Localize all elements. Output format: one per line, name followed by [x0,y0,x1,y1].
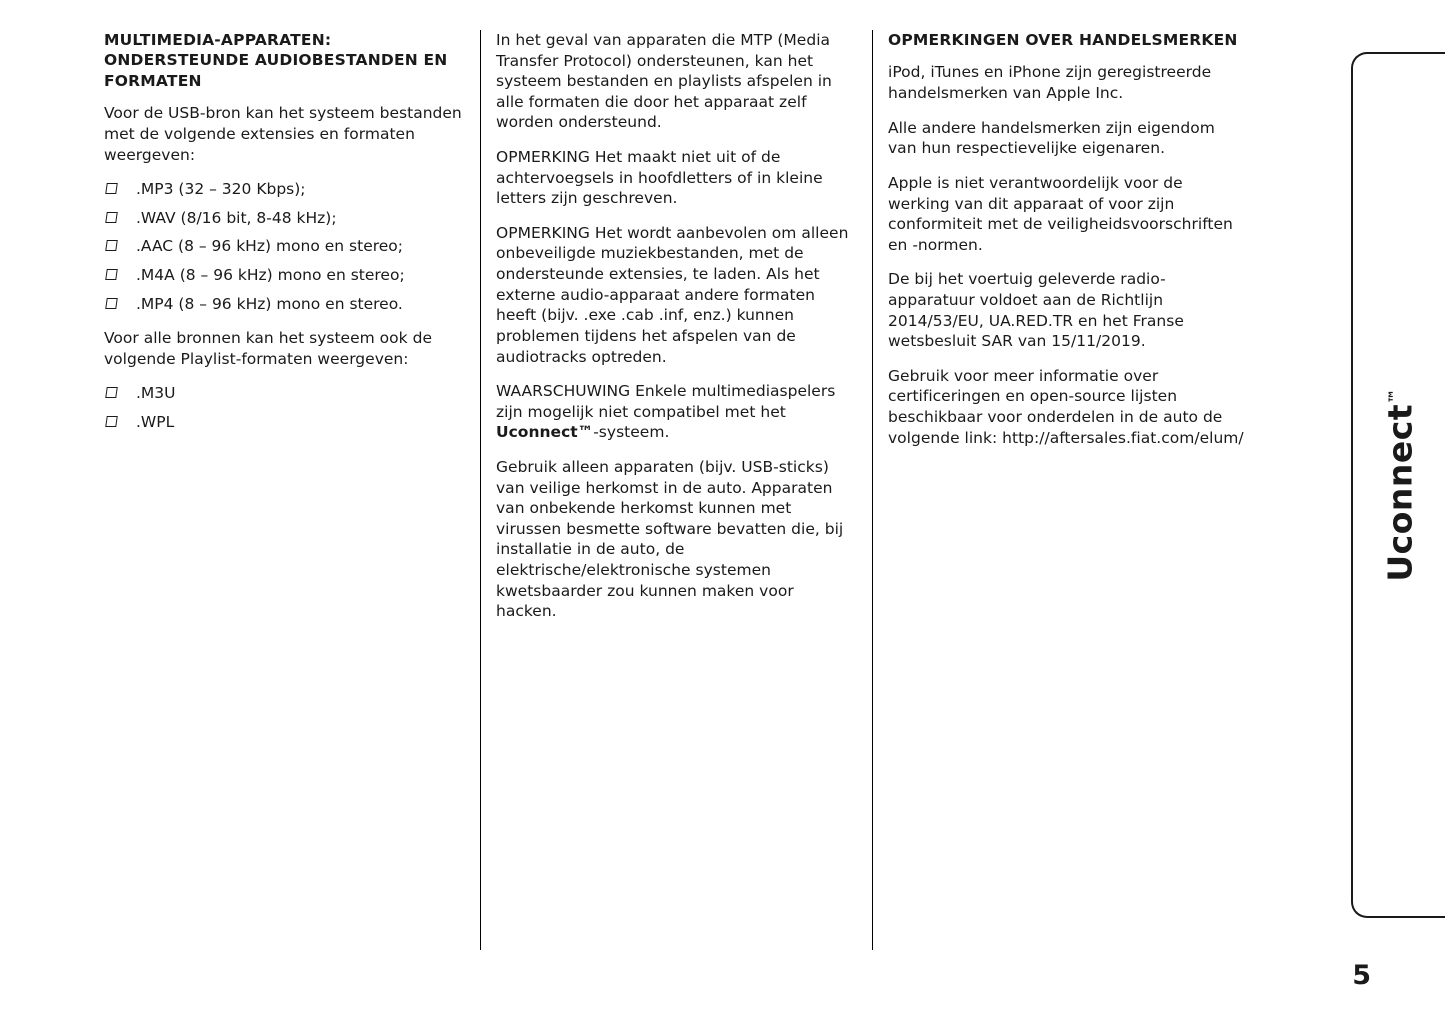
side-tab-text: Uconnect [1380,403,1420,582]
trademark-others-paragraph: Alle andere handelsmerken zijn eigendom van hun respectievelijke eigenaren. [888,118,1215,158]
square-bullet-icon [105,212,118,223]
right-section-heading: OPMERKINGEN OVER HANDELSMERKEN [888,31,1238,49]
playlist-intro-paragraph: Voor alle bronnen kan het systeem ook de volgende Playlist-formaten weergeven: [104,329,432,368]
text-columns [104,30,1289,950]
side-tab-uconnect [1351,52,1445,918]
column-separator-1 [464,30,496,950]
column-separator-2 [856,30,888,950]
list-item [104,294,464,315]
list-item [104,412,464,433]
warning-suffix: -systeem. [593,423,670,442]
list-item-label: .WAV (8/16 bit, 8-48 kHz); [136,208,337,227]
square-bullet-icon [105,387,118,398]
left-section-heading: MULTIMEDIA-APPARATEN: ONDERSTEUNDE AUDIOBESTANDEN EN FORMATEN [104,31,448,90]
safe-devices-paragraph: Gebruik alleen apparaten (bijv. USB-sticks) van veilige herkomst in de auto. Apparaten van onbekende herkomst kunnen met virussen besmette software bevatten die, bij installatie in de auto, de elektrische/elektronische systemen kwetsbaarder zou kunnen maken voor hacken. [496,457,844,621]
list-item [104,208,464,229]
list-item-label: .M3U [136,384,176,403]
list-item [104,383,464,404]
square-bullet-icon [105,269,118,280]
list-item-label: .M4A (8 – 96 kHz) mono en stereo; [136,266,405,285]
list-item [104,236,464,257]
trademark-icon: ™ [1385,388,1404,404]
column-left [104,30,464,950]
list-item-label: .MP3 (32 – 320 Kbps); [136,180,306,199]
mtp-paragraph: In het geval van apparaten die MTP (Media Transfer Protocol) ondersteunen, kan het systeem bestanden en playlists afspelen in alle formaten die door het apparaat zelf worden ondersteund. [496,31,832,132]
list-item-label: .WPL [136,413,175,432]
list-item-label: .AAC (8 – 96 kHz) mono en stereo; [136,237,404,256]
column-middle [496,30,856,950]
page-number: 5 [1352,960,1371,991]
warning-prefix: WAARSCHUWING Enkele multimediaspelers zijn mogelijk niet compatibel met het [496,382,836,421]
vertical-rule [480,30,481,950]
warning-paragraph [496,381,856,443]
left-intro-paragraph: Voor de USB-bron kan het systeem bestanden met de volgende extensies en formaten weergeven: [104,104,462,164]
list-item [104,265,464,286]
note-case-paragraph: OPMERKING Het maakt niet uit of de achtervoegsels in hoofdletters of in kleine letters zijn geschreven. [496,148,823,208]
warning-brand: Uconnect™ [496,423,594,442]
square-bullet-icon [105,298,118,309]
apple-liability-paragraph: Apple is niet verantwoordelijk voor de werking van dit apparaat of voor zijn conformiteit met de veiligheidsvoorschriften en -normen. [888,173,1233,254]
side-tab-label [1381,388,1420,581]
radio-compliance-paragraph: De bij het voertuig geleverde radio-apparatuur voldoet aan de Richtlijn 2014/53/EU, UA.RED.TR en het Franse wetsbesluit SAR van 15/11/2019. [888,270,1184,351]
audio-format-list [104,179,464,314]
square-bullet-icon [105,240,118,251]
vertical-rule [872,30,873,950]
square-bullet-icon [105,183,118,194]
square-bullet-icon [105,416,118,427]
trademark-apple-paragraph: iPod, iTunes en iPhone zijn geregistreerde handelsmerken van Apple Inc. [888,63,1212,103]
column-right [888,30,1248,950]
list-item-label: .MP4 (8 – 96 kHz) mono en stereo. [136,294,403,313]
playlist-format-list [104,383,464,432]
list-item [104,179,464,200]
note-unprotected-files-paragraph: OPMERKING Het wordt aanbevolen om alleen onbeveiligde muziekbestanden, met de ondersteunde extensies, te laden. Als het externe audio-apparaat andere formaten heeft (bijv. .exe .cab .inf, enz.) kunnen problemen tijdens het afspelen van de audiotracks optreden. [496,223,849,366]
certification-link-paragraph: Gebruik voor meer informatie over certificeringen en open-source lijsten beschikbaar voor onderdelen in de auto de volgende link: http://aftersales.fiat.com/elum/ [888,366,1244,447]
